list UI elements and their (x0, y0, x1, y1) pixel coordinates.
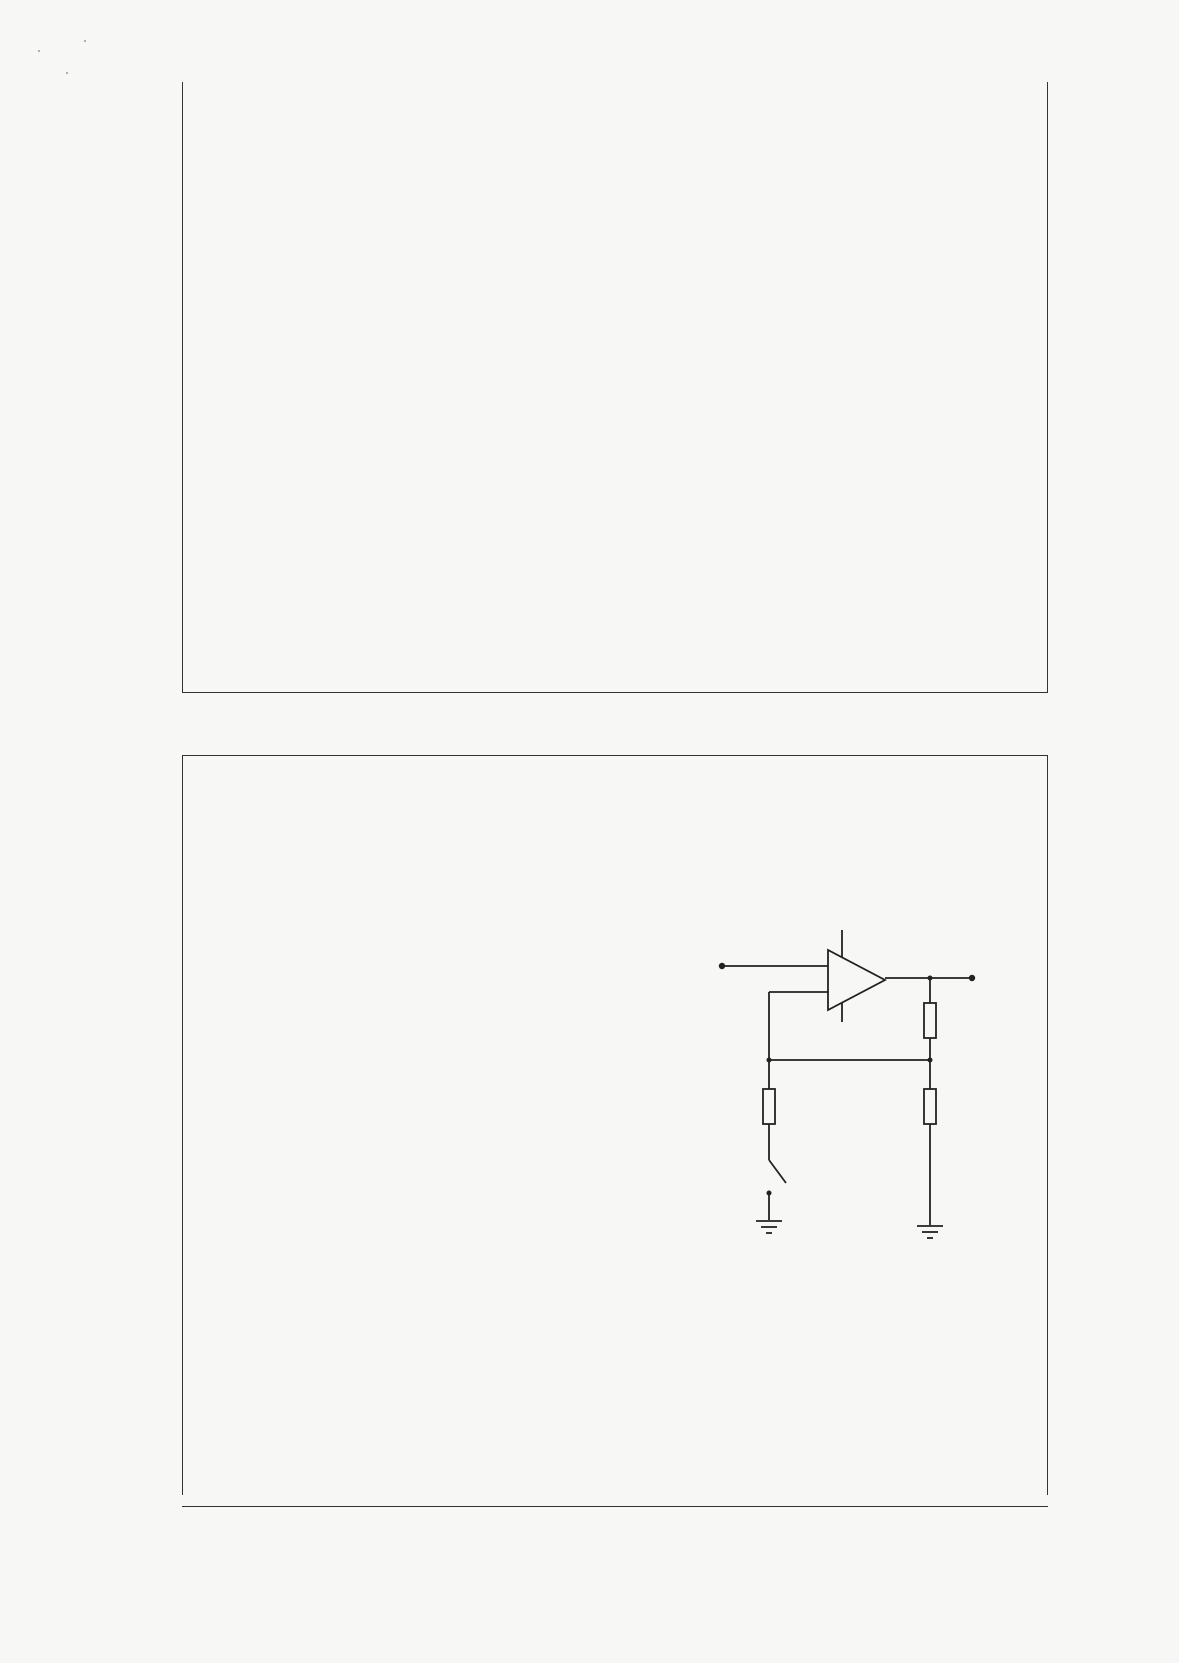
answer-box-previous (182, 82, 1048, 693)
scan-speck (84, 40, 86, 42)
footer-rule (182, 1506, 1048, 1507)
resistor-r2 (924, 1089, 936, 1124)
vin-terminal (719, 963, 725, 969)
resistor-r3 (924, 1003, 936, 1038)
scan-speck (38, 50, 40, 52)
ground-symbol-right (917, 1226, 943, 1238)
ground-symbol-left (756, 1221, 782, 1233)
scan-speck (66, 72, 68, 74)
resistor-r1 (763, 1089, 775, 1124)
op-amp-symbol (828, 950, 885, 1010)
vout-terminal (969, 975, 975, 981)
switch-k (769, 1160, 786, 1183)
op-amp-circuit-diagram (660, 895, 1040, 1255)
